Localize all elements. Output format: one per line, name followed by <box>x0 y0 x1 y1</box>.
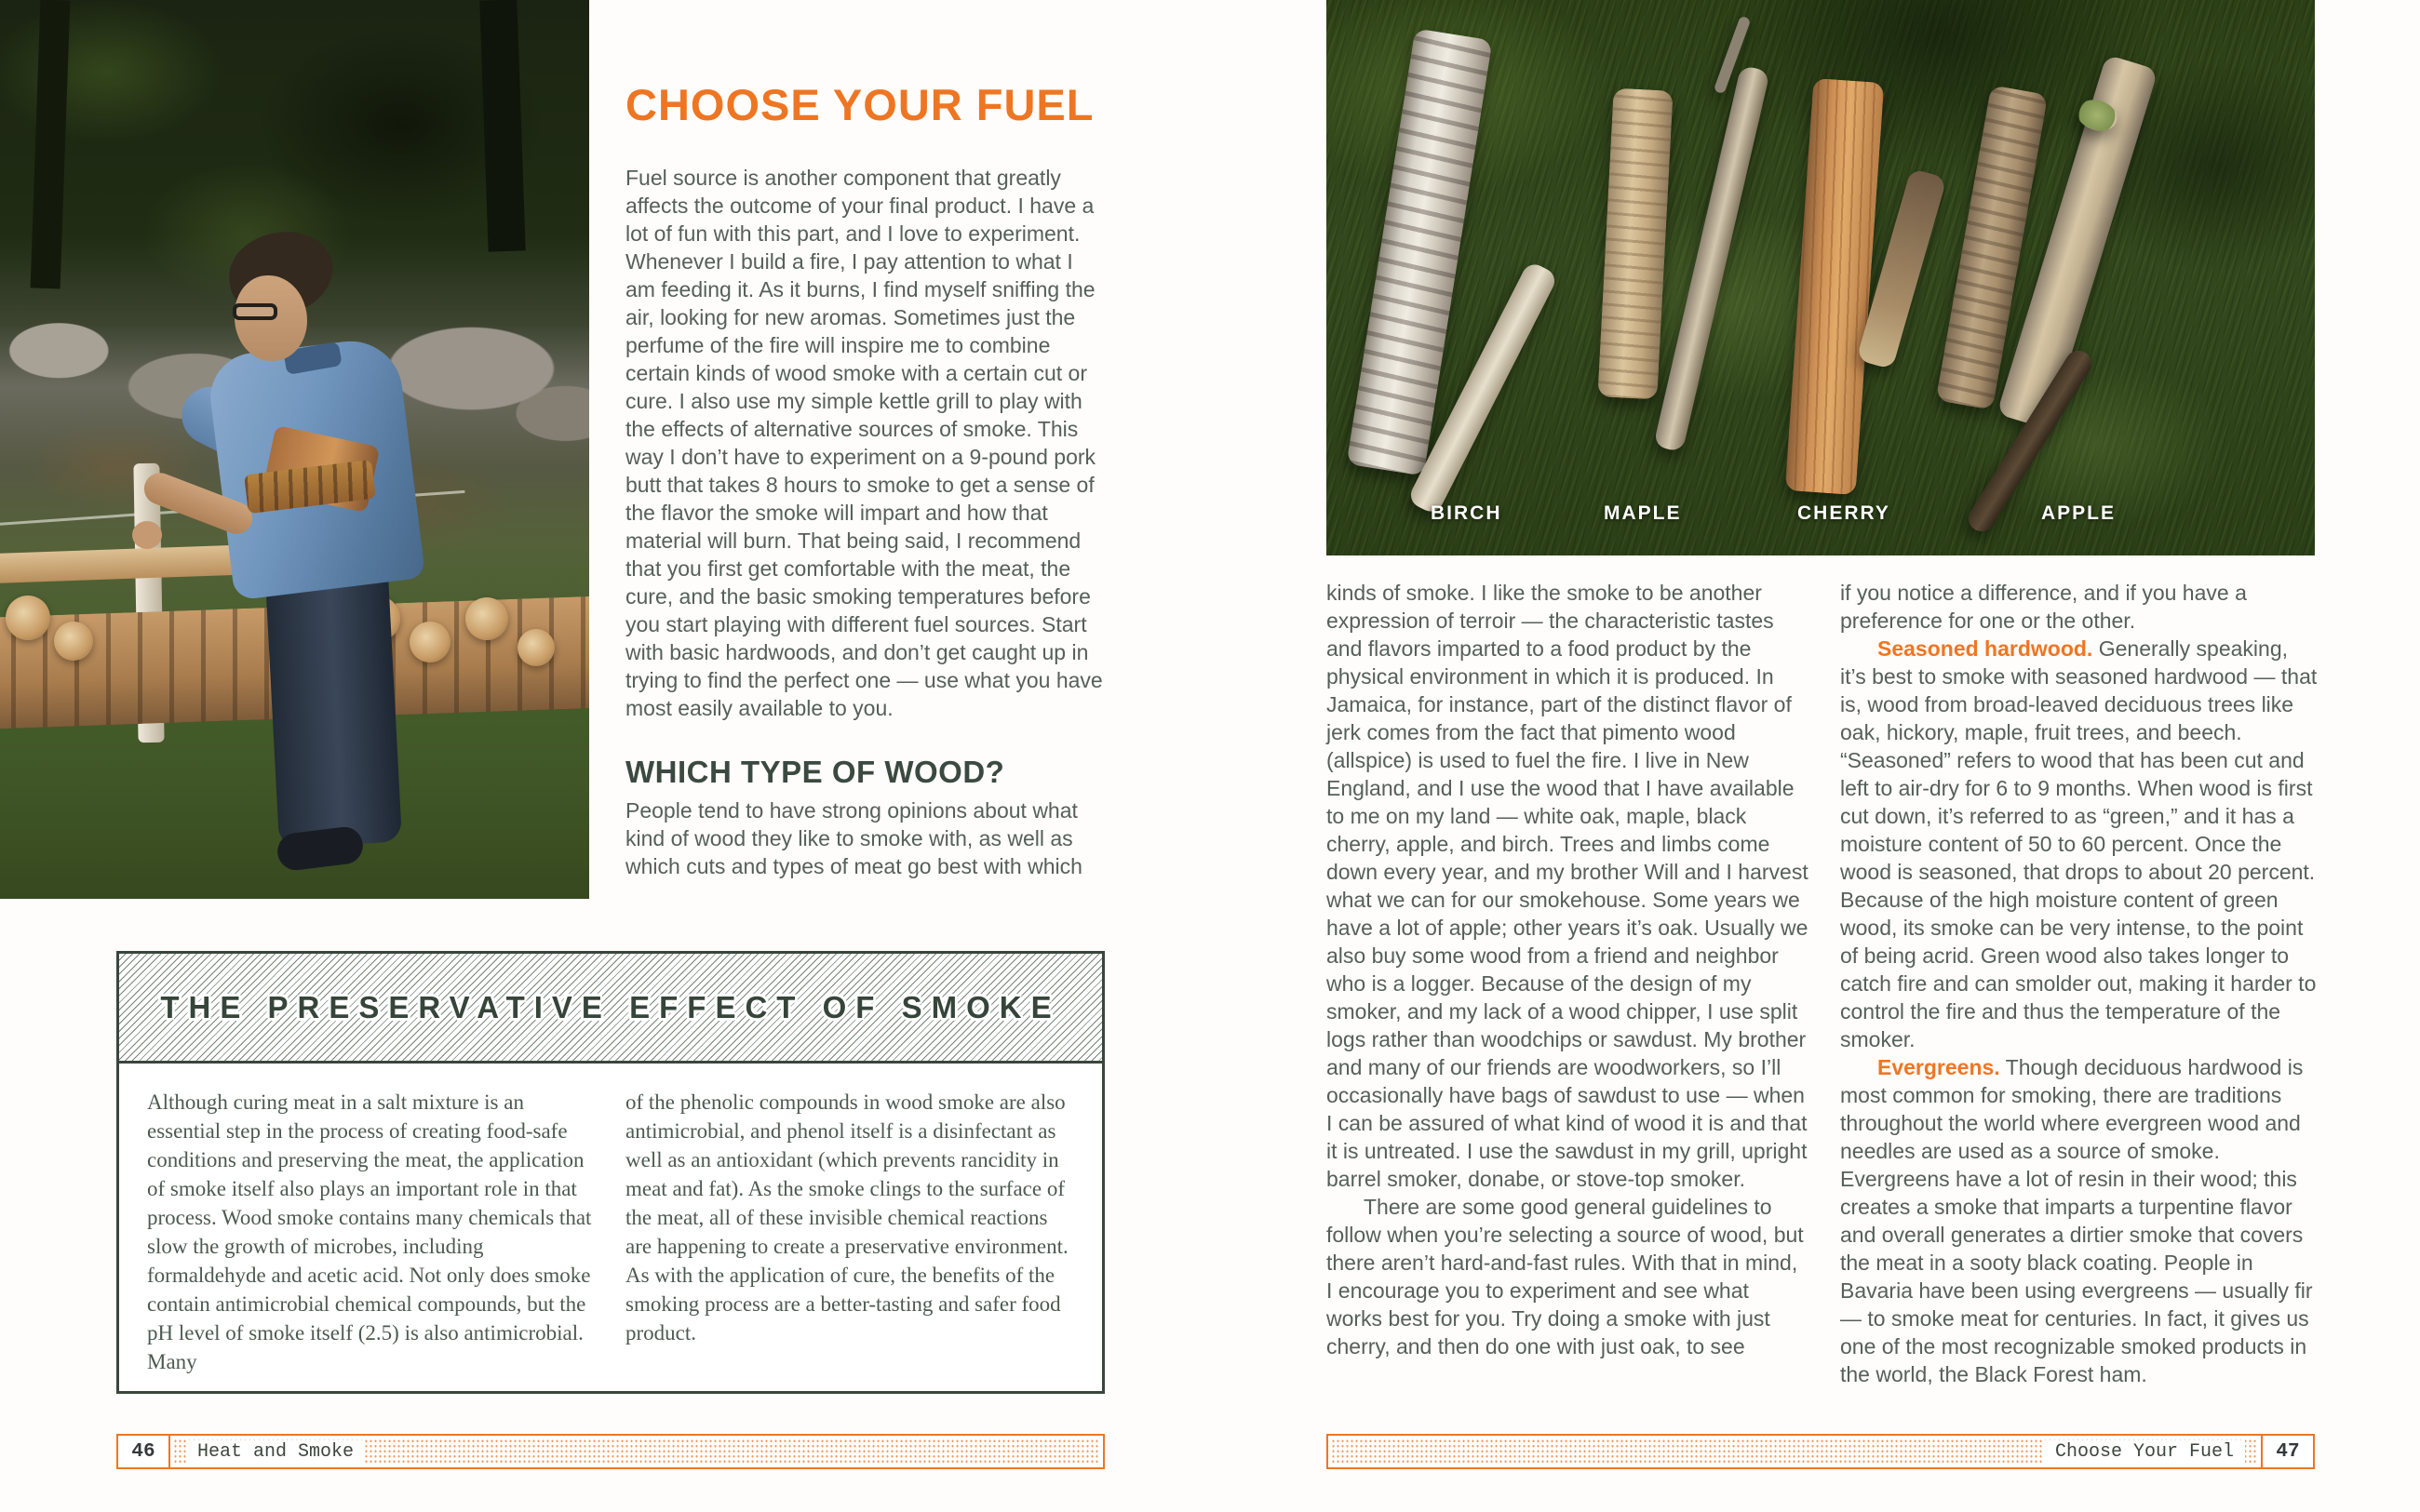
section-paragraph: People tend to have strong opinions about what kind of wood they like to smoke with, as well as which cuts and types of meat go best with which <box>625 798 1082 878</box>
left-page-text-column <box>625 82 1106 880</box>
sidebar-title: THE PRESERVATIVE EFFECT OF SMOKE <box>160 989 1061 1024</box>
body-paragraph: There are some good general guidelines to follow when you’re selecting a source of wood, but there aren’t hard-and-fast rules. With that in mind, I encourage you to experiment and see what works best for you. Try doing a smoke with just cherry, and then do one with just oak, to see <box>1326 1195 1804 1358</box>
log-end-graphic <box>518 629 555 666</box>
firewood-stacking-photo <box>0 0 589 899</box>
page-number: 46 <box>118 1436 170 1467</box>
right-page-column-1 <box>1326 579 1808 1360</box>
sidebar-columns <box>119 1064 1102 1376</box>
cherry-split-log-graphic <box>1785 78 1885 495</box>
left-page-footer <box>116 1434 1105 1469</box>
running-head: Heat and Smoke <box>186 1440 365 1464</box>
log-end-graphic <box>6 595 50 640</box>
man-hand-graphic <box>132 521 162 549</box>
photo-label-birch: BIRCH <box>1431 502 1502 524</box>
wood-types-photo <box>1326 0 2315 555</box>
section-heading: WHICH TYPE OF WOOD? <box>625 755 1005 789</box>
sidebar-preservative-effect <box>116 951 1105 1394</box>
sidebar-column-1: Although curing meat in a salt mixture is an essential step in the process of creating food-safe conditions and preserving the meat, the application of smoke itself also plays an important role in that process. Wood smoke contains many chemicals that slow the growth of microbes, including formaldehyde and acetic acid. Not only does smoke contain antimicrobial chemical compounds, but the pH level of smoke itself (2.5) is also antimicrobial. Many <box>147 1091 592 1373</box>
man-jeans-graphic <box>264 554 402 848</box>
photo-label-cherry: CHERRY <box>1797 502 1890 524</box>
running-head: Choose Your Fuel <box>2044 1440 2245 1464</box>
sidebar-column-2: of the phenolic compounds in wood smoke are also antimicrobial, and phenol itself is a disinfectant as well as an antioxidant (which prevents rancidity in meat and fat). As the smoke clings to the surface of the meat, all of these invisible chemical reactions are happening to create a preservative environment. As with the application of cure, the benefits of the smoking process are a better-tasting and safer food product. <box>625 1091 1069 1345</box>
paragraph-lead-in: Evergreens. <box>1877 1055 2000 1079</box>
body-paragraph: kinds of smoke. I like the smoke to be another expression of terroir — the characteristic tastes and flavors imparted to a food product by the physical environment in which it is produced. In Jamaica, for instance, part of the distinct flavor of jerk comes from the fact that pimento wood (allspice) is used to fuel the fire. I live in New England, and I use the wood that I have available to me on my land — white oak, maple, black cherry, apple, and birch. Trees and limbs come down every year, and my brother Will and I harvest what we can for our smokehouse. Some years we have a lot of apple; other years it’s oak. Usually we also buy some wood from a friend and neighbor who is a logger. Because of the design of my smoker, and my lack of a wood chipper, I use split logs rather than woodchips or sawdust. My brother and many of our friends are woodworkers, so I’ll occasionally have bags of sawdust to use — when I can be assured of what kind of wood it is and that it is untreated. I use the sawdust in my grill, upright barrel smoker, donabe, or stove-top smoker. <box>1326 581 1808 1191</box>
log-end-graphic <box>54 622 93 661</box>
body-paragraph: if you notice a difference, and if you have a preference for one or the other. <box>1840 581 2247 633</box>
tree-trunk-graphic <box>479 0 525 252</box>
footer-dot-band <box>1331 1438 2258 1465</box>
body-paragraph-seasoned-hardwood <box>1840 635 2319 1053</box>
maple-split-log-graphic <box>1597 88 1673 400</box>
page-number: 47 <box>2261 1436 2313 1467</box>
paragraph-text: Generally speaking, it’s best to smoke with seasoned hardwood — that is, wood from broad-leaved deciduous trees like oak, hickory, maple, fruit trees, and beech. “Seasoned” refers to wood that has been cut and left to air-dry for 6 to 9 months. When wood is first cut down, it’s referred to as “green,” and it has a moisture content of 50 to 60 percent. Once the wood is seasoned, that drops to about 20 percent. Because of the high moisture content of green wood, its smoke can be very intense, to the point of being acrid. Green wood also takes longer to catch fire and can smolder out, making it harder to control the fire and thus the temperature of the smoker. <box>1840 636 2318 1051</box>
body-paragraph-evergreens <box>1840 1053 2319 1388</box>
photo-label-maple: MAPLE <box>1604 502 1682 524</box>
chapter-intro-paragraph: Fuel source is another component that greatly affects the outcome of your final product. I have a lot of fun with this part, and I love to experiment. Whenever I build a fire, I pay attention to what I am feeding it. As it burns, I find myself sniffing the air, looking for new aromas. Sometimes just the perfume of the fire will inspire me to combine certain kinds of wood smoke with a certain cut or cure. I also use my simple kettle grill to play with the effects of alternative sources of smoke. This way I don’t have to experiment on a 9-pound pork butt that takes 8 hours to smoke to get a sense of the flavor the smoke will impart and how that material will burn. That being said, I recommend that you first get comfortable with the meat, the cure, and the basic smoking temperatures before you start playing with different fuel sources. Start with basic hardwoods, and don’t get caught up in trying to find the perfect one — use what you have most easily available to you. <box>625 166 1103 720</box>
right-page-column-2 <box>1840 579 2319 1388</box>
paragraph-text: Though deciduous hardwood is most common for smoking, there are traditions throughout the world where evergreen wood and needles are used as a source of smoke. Evergreens have a lot of resin in their wood; this creates a smoke that imparts a turpentine flavor and overall generates a dirtier smoke that covers the meat in a sooty black coating. People in Bavaria have been using evergreens — usually fir — to smoke meat for centuries. In fact, it gives us one of the most recognizable smoked products in the world, the Black Forest ham. <box>1840 1055 2313 1386</box>
right-page-footer <box>1326 1434 2315 1469</box>
log-end-graphic <box>465 597 508 640</box>
photo-label-apple: APPLE <box>2041 502 2117 524</box>
footer-dot-band <box>173 1438 1100 1465</box>
man-glasses-graphic <box>233 303 277 320</box>
paragraph-lead-in: Seasoned hardwood. <box>1877 636 2093 661</box>
log-end-graphic <box>410 622 450 662</box>
tree-trunk-graphic <box>31 0 71 288</box>
sidebar-header-hatch <box>119 954 1102 1064</box>
wood-rail-graphic <box>0 544 261 583</box>
chapter-title: CHOOSE YOUR FUEL <box>625 80 1095 129</box>
